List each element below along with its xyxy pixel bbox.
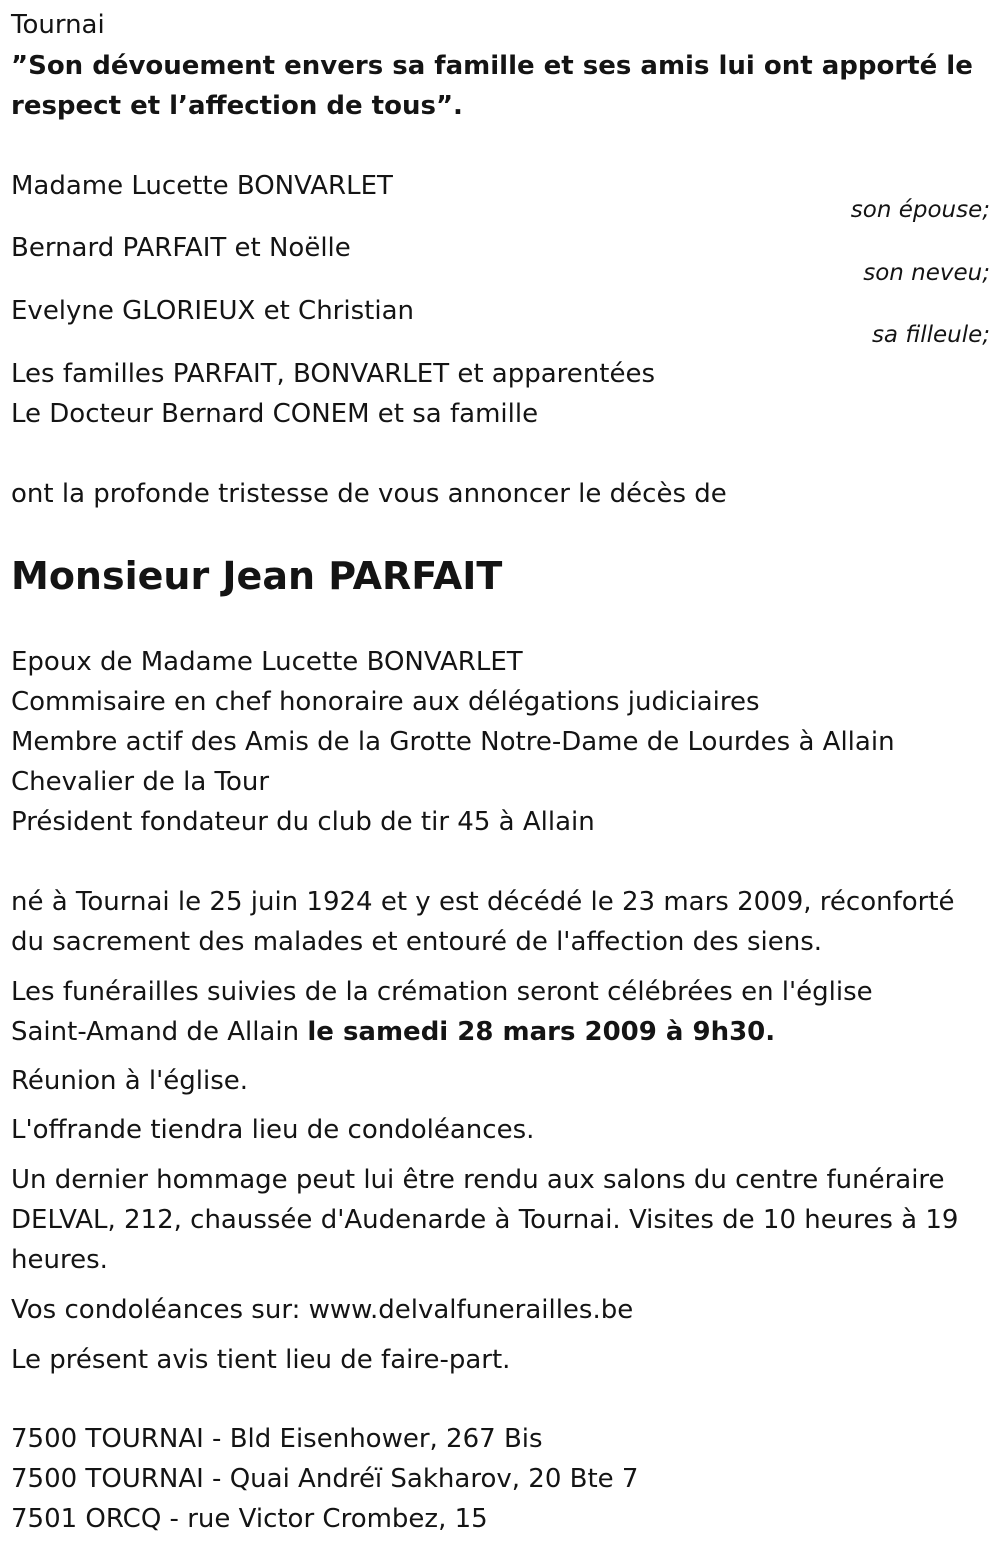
tribute-line-2: DELVAL, 212, chaussée d'Audenarde à Tournai. Visites de 10 heures à 19 [11, 1205, 959, 1235]
deceased-title-line: Président fondateur du club de tir 45 à Allain [11, 807, 595, 837]
quote-line-2: respect et l’affection de tous”. [11, 91, 463, 121]
deceased-name: Monsieur Jean PARFAIT [11, 554, 503, 598]
reunion-text: Réunion à l'église. [11, 1066, 249, 1096]
family-member-relation: sa filleule; [871, 322, 990, 348]
other-family-line: Le Docteur Bernard CONEM et sa famille [11, 399, 539, 429]
other-family-line: Les familles PARFAIT, BONVARLET et apparentées [11, 359, 656, 389]
deceased-title-line: Membre actif des Amis de la Grotte Notre-Dame de Lourdes à Allain [11, 727, 895, 757]
address-line: 7500 TOURNAI - Quai Andréï Sakharov, 20 Bte 7 [11, 1464, 639, 1494]
deceased-title-line: Epoux de Madame Lucette BONVARLET [11, 647, 523, 677]
notice-text: Le présent avis tient lieu de faire-part. [11, 1345, 511, 1375]
city-heading: Tournai [11, 10, 105, 40]
quote-line-1: ”Son dévouement envers sa famille et ses amis lui ont apporté le [11, 51, 973, 81]
deceased-title-line: Commisaire en chef honoraire aux délégations judiciaires [11, 687, 760, 717]
funeral-line-1: Les funérailles suivies de la crémation seront célébrées en l'église [11, 977, 873, 1007]
condolences-text: Vos condoléances sur: www.delvalfunerailles.be [11, 1295, 634, 1325]
tribute-line-3: heures. [11, 1245, 108, 1275]
family-member-name: Madame Lucette BONVARLET [11, 171, 393, 201]
offering-text: L'offrande tiendra lieu de condoléances. [11, 1115, 535, 1145]
family-member-relation: son épouse; [850, 197, 990, 223]
deceased-title-line: Chevalier de la Tour [11, 767, 270, 797]
family-member-name: Bernard PARFAIT et Noëlle [11, 233, 351, 263]
funeral-date: le samedi 28 mars 2009 à 9h30. [307, 1017, 776, 1047]
funeral-line-2 [11, 1017, 775, 1047]
address-line: 7500 TOURNAI - Bld Eisenhower, 267 Bis [11, 1424, 543, 1454]
family-member-relation: son neveu; [863, 260, 990, 286]
announcement-text: ont la profonde tristesse de vous annoncer le décès de [11, 479, 727, 509]
tribute-line-1: Un dernier hommage peut lui être rendu aux salons du centre funéraire [11, 1165, 945, 1195]
birth-death-line-1: né à Tournai le 25 juin 1924 et y est décédé le 23 mars 2009, réconforté [11, 887, 955, 917]
address-line: 7501 ORCQ - rue Victor Crombez, 15 [11, 1504, 488, 1534]
family-member-name: Evelyne GLORIEUX et Christian [11, 296, 414, 326]
funeral-location: Saint-Amand de Allain [11, 1017, 308, 1047]
birth-death-line-2: du sacrement des malades et entouré de l'affection des siens. [11, 927, 823, 957]
